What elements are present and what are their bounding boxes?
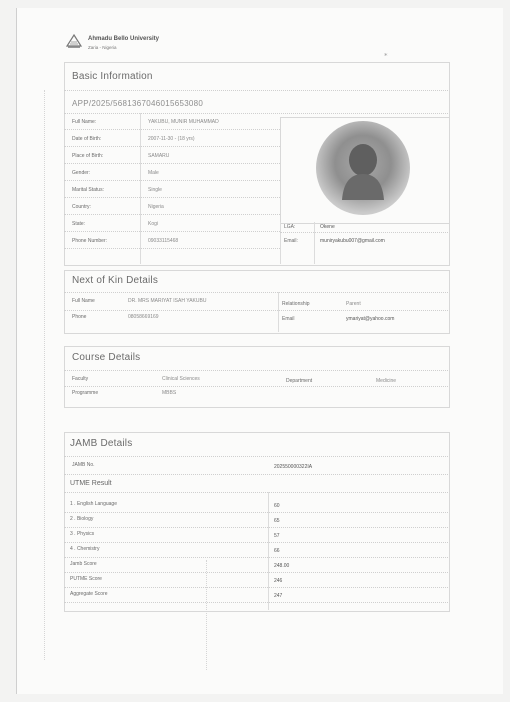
divider bbox=[64, 492, 448, 493]
nok-phone-value: 08058669169 bbox=[128, 314, 159, 320]
email-label: Email: bbox=[284, 238, 298, 244]
basic-field-value: Male bbox=[148, 170, 159, 176]
divider bbox=[64, 542, 448, 543]
score-label: Jamb Score bbox=[70, 561, 97, 567]
divider bbox=[64, 163, 280, 164]
jamb-details-title: JAMB Details bbox=[70, 438, 133, 449]
divider bbox=[64, 214, 280, 215]
score-value: 248.00 bbox=[274, 563, 290, 569]
basic-field-value: Single bbox=[148, 187, 162, 193]
divider bbox=[64, 527, 448, 528]
subject-value: 66 bbox=[274, 548, 280, 554]
university-crest-icon bbox=[66, 34, 82, 50]
divider bbox=[64, 129, 280, 130]
subject-value: 65 bbox=[274, 518, 280, 524]
divider bbox=[314, 222, 315, 264]
basic-field-label: Full Name: bbox=[72, 119, 97, 125]
divider bbox=[64, 512, 448, 513]
divider bbox=[64, 587, 448, 588]
divider bbox=[64, 146, 280, 147]
university-name: Ahmadu Bello University bbox=[88, 36, 160, 42]
basic-field-label: State: bbox=[72, 221, 86, 227]
basic-field-label: Gender: bbox=[72, 170, 91, 176]
nok-full-name-value: DR. MRS MARIYAT ISAH YAKUBU bbox=[128, 298, 207, 304]
basic-field-label: Country: bbox=[72, 204, 91, 210]
university-location: Zaria - Nigeria bbox=[88, 45, 117, 50]
basic-field-label: Place of Birth: bbox=[72, 153, 104, 159]
programme-label: Programme bbox=[72, 390, 99, 396]
department-value: Medicine bbox=[376, 378, 397, 384]
scan-line bbox=[206, 560, 207, 670]
jamb-no-value: 202550000322IA bbox=[274, 464, 313, 470]
nok-full-name-label: Full Name bbox=[72, 298, 95, 304]
divider bbox=[140, 113, 141, 264]
application-number: APP/2025/5681367046015653080 bbox=[72, 99, 204, 108]
score-label: PUTME Score bbox=[70, 576, 102, 582]
subject-value: 60 bbox=[274, 503, 280, 509]
basic-field-value: Nigeria bbox=[148, 204, 164, 210]
applicant-silhouette-icon bbox=[336, 140, 390, 200]
divider bbox=[64, 572, 448, 573]
score-label: Aggregate Score bbox=[70, 591, 108, 597]
divider bbox=[268, 492, 269, 610]
basic-information-title: Basic Information bbox=[72, 71, 153, 82]
subject-label: 3 . Physics bbox=[70, 531, 95, 537]
lga-label: LGA: bbox=[284, 224, 296, 230]
divider bbox=[64, 292, 448, 293]
basic-field-value: YAKUBU, MUNIR MUHAMMAD bbox=[148, 119, 219, 125]
divider bbox=[64, 386, 448, 387]
programme-value: MBBS bbox=[162, 390, 177, 396]
divider bbox=[64, 310, 448, 311]
basic-field-value: 09033115468 bbox=[148, 238, 179, 244]
department-label: Department bbox=[286, 378, 313, 384]
nok-relationship-label: Relationship bbox=[282, 301, 310, 307]
subject-label: 2 . Biology bbox=[70, 516, 94, 522]
course-details-title: Course Details bbox=[72, 352, 141, 363]
nok-email-label: Email bbox=[282, 316, 295, 322]
divider bbox=[64, 197, 280, 198]
scan-line bbox=[44, 90, 45, 660]
subject-value: 57 bbox=[274, 533, 280, 539]
subject-label: 4 . Chemistry bbox=[70, 546, 100, 552]
divider bbox=[64, 113, 448, 114]
nok-phone-label: Phone bbox=[72, 314, 87, 320]
score-value: 247 bbox=[274, 593, 283, 599]
email-value: muniryakubu007@gmail.com bbox=[320, 238, 385, 244]
basic-field-label: Date of Birth: bbox=[72, 136, 102, 142]
divider bbox=[64, 248, 280, 249]
nok-email-value: ymariyat@yahoo.com bbox=[346, 316, 395, 322]
nok-relationship-value: Parent bbox=[346, 301, 361, 307]
lga-value: Okene bbox=[320, 224, 335, 230]
divider bbox=[64, 474, 448, 475]
divider bbox=[64, 90, 448, 91]
divider bbox=[64, 370, 448, 371]
divider bbox=[64, 180, 280, 181]
divider bbox=[278, 292, 279, 332]
basic-field-label: Phone Number: bbox=[72, 238, 108, 244]
divider bbox=[64, 602, 448, 603]
next-of-kin-title: Next of Kin Details bbox=[72, 275, 159, 286]
faculty-value: Clinical Sciences bbox=[162, 376, 200, 382]
score-value: 246 bbox=[274, 578, 283, 584]
subject-label: 1 . English Language bbox=[70, 501, 117, 507]
divider bbox=[280, 232, 448, 233]
faculty-label: Faculty bbox=[72, 376, 89, 382]
next-of-kin-box bbox=[64, 270, 450, 334]
divider bbox=[64, 557, 448, 558]
divider bbox=[64, 456, 448, 457]
divider bbox=[64, 231, 280, 232]
utme-result-title: UTME Result bbox=[70, 480, 112, 487]
basic-field-value: 2007-11-30 - (18 yrs) bbox=[148, 136, 195, 142]
course-details-box bbox=[64, 346, 450, 408]
basic-field-value: Kogi bbox=[148, 221, 159, 227]
scan-mark: ⁎ bbox=[384, 51, 388, 58]
jamb-no-label: JAMB No. bbox=[72, 462, 95, 468]
basic-field-label: Marital Status: bbox=[72, 187, 104, 193]
divider bbox=[280, 222, 281, 264]
jamb-details-box bbox=[64, 432, 450, 612]
basic-field-value: SAMARU bbox=[148, 153, 170, 159]
